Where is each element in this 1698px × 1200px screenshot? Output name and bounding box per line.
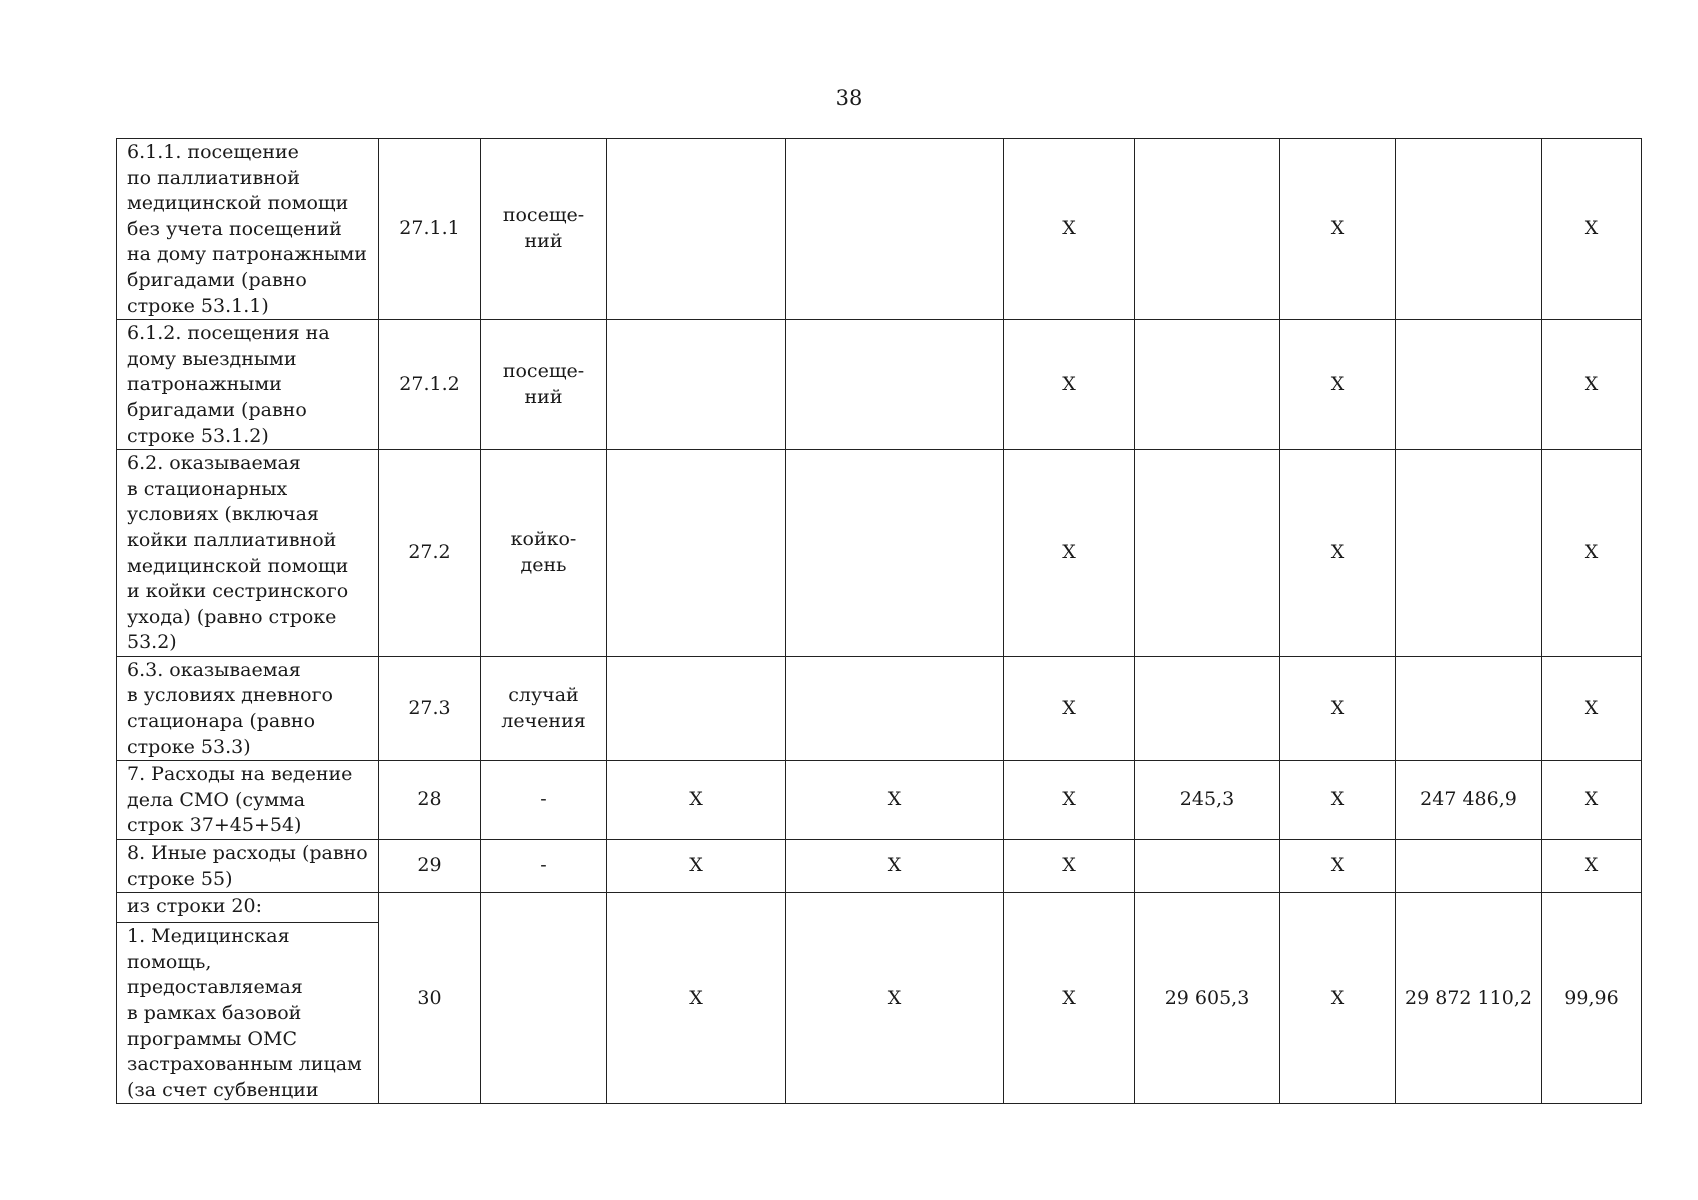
- unit-line: койко-: [510, 528, 577, 551]
- label-line: по паллиативной: [127, 166, 300, 189]
- cell-col-7: X: [1542, 320, 1642, 450]
- cell-col-1: X: [607, 893, 786, 1104]
- row-code: 28: [379, 761, 481, 840]
- cell-col-7: X: [1542, 761, 1642, 840]
- table-row: [117, 893, 1642, 923]
- label-line: в стационарных: [127, 477, 288, 500]
- cell-col-4: [1135, 656, 1280, 760]
- row-unit: [481, 450, 607, 657]
- row-unit: [481, 761, 607, 840]
- label-line: ухода) (равно строке: [127, 605, 337, 628]
- cell-col-2: X: [786, 761, 1004, 840]
- row-label: [117, 320, 379, 450]
- label-line: программы ОМС: [127, 1027, 297, 1050]
- cell-col-5: X: [1280, 139, 1396, 320]
- unit-line: -: [540, 854, 547, 877]
- label-line: без учета посещений: [127, 217, 342, 240]
- row-code: 27.2: [379, 450, 481, 657]
- cell-col-1: X: [607, 761, 786, 840]
- label-line: (за счет субвенции: [127, 1078, 319, 1101]
- cell-col-1: [607, 450, 786, 657]
- label-line: в условиях дневного: [127, 684, 333, 707]
- label-line: строке 53.1.1): [127, 294, 269, 317]
- label-line: 1. Медицинская: [127, 925, 290, 948]
- label-line: стационара (равно: [127, 710, 316, 733]
- label-line: на дому патронажными: [127, 243, 367, 266]
- cell-col-4: 29 605,3: [1135, 893, 1280, 1104]
- table-row: [117, 840, 1642, 893]
- label-line: бригадами (равно: [127, 398, 307, 421]
- cell-col-4: [1135, 139, 1280, 320]
- data-table: [116, 138, 1642, 1104]
- unit-line: -: [540, 788, 547, 811]
- table-row: [117, 139, 1642, 320]
- cell-col-5: X: [1280, 320, 1396, 450]
- cell-col-1: [607, 656, 786, 760]
- label-line: патронажными: [127, 373, 282, 396]
- row-unit: [481, 320, 607, 450]
- label-line: строке 55): [127, 867, 233, 890]
- cell-col-4: [1135, 450, 1280, 657]
- cell-col-3: X: [1004, 656, 1135, 760]
- row-label: [117, 139, 379, 320]
- row-code: 30: [379, 893, 481, 1104]
- cell-col-3: X: [1004, 761, 1135, 840]
- row-label: [117, 923, 379, 1104]
- row-code: 27.3: [379, 656, 481, 760]
- cell-col-6: 247 486,9: [1396, 761, 1542, 840]
- row-label: [117, 761, 379, 840]
- label-line: 6.1.1. посещение: [127, 141, 299, 163]
- cell-col-2: X: [786, 840, 1004, 893]
- row-label: [117, 840, 379, 893]
- row-code: 29: [379, 840, 481, 893]
- cell-col-6: 29 872 110,2: [1396, 893, 1542, 1104]
- cell-col-6: [1396, 840, 1542, 893]
- label-line: 7. Расходы на ведение: [127, 763, 353, 786]
- cell-col-5: X: [1280, 450, 1396, 657]
- unit-line: посеще-: [502, 204, 585, 227]
- label-line: койки паллиативной: [127, 528, 337, 551]
- label-line: и койки сестринского: [127, 580, 349, 603]
- cell-col-2: [786, 139, 1004, 320]
- table-row: [117, 656, 1642, 760]
- label-line: бригадами (равно: [127, 268, 307, 291]
- label-line: из строки 20:: [127, 895, 262, 918]
- label-line: в рамках базовой: [127, 1002, 302, 1024]
- cell-col-7: X: [1542, 139, 1642, 320]
- label-line: помощь,: [127, 950, 212, 973]
- unit-line: день: [520, 554, 567, 576]
- cell-col-5: X: [1280, 656, 1396, 760]
- label-line: дела СМО (сумма: [127, 788, 306, 811]
- cell-col-2: [786, 450, 1004, 657]
- table-row: [117, 450, 1642, 657]
- label-line: дому выездными: [127, 347, 297, 370]
- label-line: застрахованным лицам: [127, 1053, 362, 1076]
- cell-col-6: [1396, 320, 1542, 450]
- cell-col-6: [1396, 656, 1542, 760]
- cell-col-4: [1135, 320, 1280, 450]
- cell-col-2: [786, 320, 1004, 450]
- cell-col-4: [1135, 840, 1280, 893]
- page-number: 38: [835, 86, 863, 110]
- label-line: медицинской помощи: [127, 554, 349, 577]
- label-line: 6.1.2. посещения на: [127, 322, 330, 345]
- label-line: 53.2): [127, 631, 177, 654]
- cell-col-7: X: [1542, 840, 1642, 893]
- cell-col-5: X: [1280, 761, 1396, 840]
- label-line: 8. Иные расходы (равно: [127, 842, 368, 865]
- label-line: медицинской помощи: [127, 192, 349, 215]
- cell-col-4: 245,3: [1135, 761, 1280, 840]
- table-row: [117, 320, 1642, 450]
- row-code: 27.1.1: [379, 139, 481, 320]
- row-code: 27.1.2: [379, 320, 481, 450]
- unit-line: ний: [524, 230, 563, 253]
- label-line: условиях (включая: [127, 503, 319, 526]
- label-line: строк 37+45+54): [127, 814, 302, 837]
- cell-col-3: X: [1004, 320, 1135, 450]
- row-unit: [481, 893, 607, 1104]
- cell-col-3: X: [1004, 840, 1135, 893]
- unit-line: посеще-: [502, 360, 585, 383]
- row-unit: [481, 840, 607, 893]
- cell-col-3: X: [1004, 139, 1135, 320]
- row-label: [117, 450, 379, 657]
- label-line: 6.3. оказываемая: [127, 658, 301, 681]
- cell-col-3: X: [1004, 893, 1135, 1104]
- label-line: строке 53.3): [127, 735, 251, 758]
- cell-col-1: [607, 139, 786, 320]
- cell-col-7: X: [1542, 450, 1642, 657]
- cell-col-1: X: [607, 840, 786, 893]
- label-line: 6.2. оказываемая: [127, 452, 301, 475]
- cell-col-1: [607, 320, 786, 450]
- row-label-top: [117, 893, 379, 923]
- cell-col-5: X: [1280, 840, 1396, 893]
- cell-col-6: [1396, 139, 1542, 320]
- cell-col-7: X: [1542, 656, 1642, 760]
- cell-col-3: X: [1004, 450, 1135, 657]
- row-label: [117, 656, 379, 760]
- unit-line: случай: [508, 683, 579, 706]
- row-unit: [481, 656, 607, 760]
- cell-col-2: [786, 656, 1004, 760]
- table-row: [117, 761, 1642, 840]
- cell-col-5: X: [1280, 893, 1396, 1104]
- cell-col-6: [1396, 450, 1542, 657]
- cell-col-2: X: [786, 893, 1004, 1104]
- cell-col-7: 99,96: [1542, 893, 1642, 1104]
- label-line: предоставляемая: [127, 976, 303, 999]
- unit-line: ний: [524, 385, 563, 408]
- unit-line: лечения: [501, 709, 586, 732]
- row-unit: [481, 139, 607, 320]
- label-line: строке 53.1.2): [127, 424, 269, 447]
